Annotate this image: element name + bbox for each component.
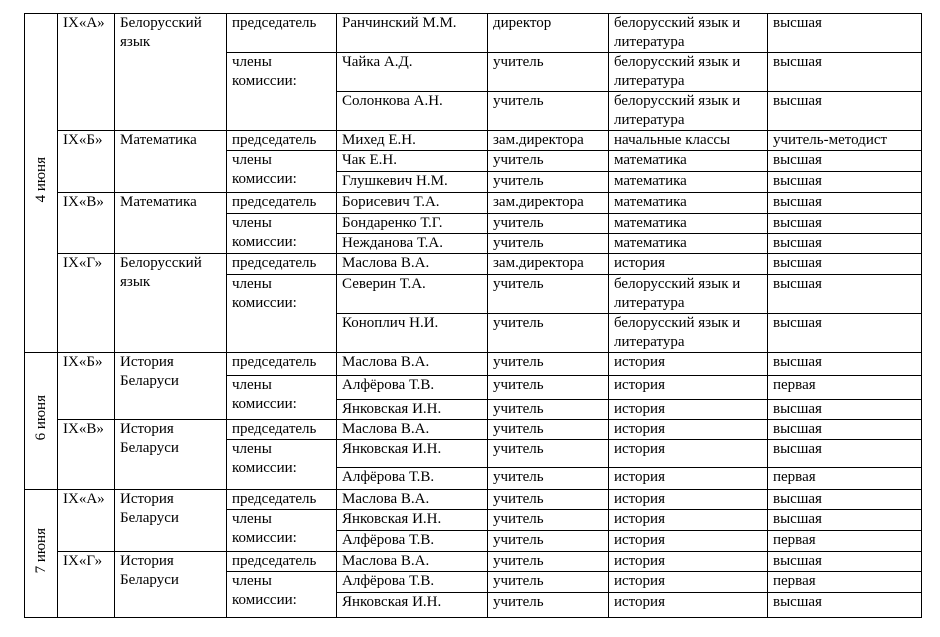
members-label-cell: члены комиссии: <box>227 376 337 420</box>
name-cell: Глушкевич Н.М. <box>337 172 488 193</box>
specialty-cell: белорусский язык и литература <box>609 53 768 92</box>
position-cell: учитель <box>488 214 609 234</box>
specialty-cell: математика <box>609 234 768 254</box>
role-cell: председатель <box>227 14 337 53</box>
subject-cell: История Беларуси <box>115 490 227 552</box>
specialty-cell: математика <box>609 151 768 172</box>
position-cell: учитель <box>488 400 609 420</box>
class-cell: IX«В» <box>58 193 115 254</box>
category-cell: высшая <box>768 151 922 172</box>
specialty-cell: история <box>609 552 768 572</box>
name-cell: Янковская И.Н. <box>337 593 488 618</box>
specialty-cell: история <box>609 531 768 552</box>
name-cell: Маслова В.А. <box>337 420 488 440</box>
specialty-cell: история <box>609 254 768 275</box>
category-cell: высшая <box>768 53 922 92</box>
category-cell: высшая <box>768 440 922 468</box>
category-cell: высшая <box>768 275 922 314</box>
position-cell: учитель <box>488 376 609 400</box>
category-cell: учитель-методист <box>768 131 922 151</box>
category-cell: высшая <box>768 510 922 531</box>
class-cell: IX«А» <box>58 490 115 552</box>
category-cell: первая <box>768 376 922 400</box>
name-cell: Маслова В.А. <box>337 353 488 376</box>
specialty-cell: история <box>609 468 768 490</box>
position-cell: учитель <box>488 593 609 618</box>
role-cell: председатель <box>227 490 337 510</box>
position-cell: учитель <box>488 420 609 440</box>
name-cell: Михед Е.Н. <box>337 131 488 151</box>
class-cell: IX«Г» <box>58 552 115 618</box>
date-cell <box>25 14 58 353</box>
category-cell: высшая <box>768 214 922 234</box>
position-cell: учитель <box>488 552 609 572</box>
name-cell: Северин Т.А. <box>337 275 488 314</box>
name-cell: Маслова В.А. <box>337 254 488 275</box>
name-cell: Нежданова Т.А. <box>337 234 488 254</box>
name-cell: Ранчинский М.М. <box>337 14 488 53</box>
specialty-cell: математика <box>609 193 768 214</box>
name-cell: Чайка А.Д. <box>337 53 488 92</box>
specialty-cell: история <box>609 353 768 376</box>
position-cell: учитель <box>488 275 609 314</box>
class-cell: IX«А» <box>58 14 115 131</box>
specialty-cell: история <box>609 420 768 440</box>
specialty-cell: история <box>609 510 768 531</box>
name-cell: Алфёрова Т.В. <box>337 468 488 490</box>
class-cell: IX«Б» <box>58 353 115 420</box>
members-label-cell: члены комиссии: <box>227 572 337 618</box>
role-cell: председатель <box>227 552 337 572</box>
position-cell: учитель <box>488 151 609 172</box>
members-label-cell: члены комиссии: <box>227 214 337 254</box>
category-cell: высшая <box>768 234 922 254</box>
position-cell: учитель <box>488 510 609 531</box>
name-cell: Янковская И.Н. <box>337 440 488 468</box>
class-cell: IX«В» <box>58 420 115 490</box>
position-cell: учитель <box>488 468 609 490</box>
specialty-cell: история <box>609 400 768 420</box>
category-cell: высшая <box>768 420 922 440</box>
date-label: 4 июня <box>32 157 49 203</box>
specialty-cell: математика <box>609 172 768 193</box>
name-cell: Маслова В.А. <box>337 552 488 572</box>
name-cell: Алфёрова Т.В. <box>337 531 488 552</box>
role-cell: председатель <box>227 353 337 376</box>
category-cell: первая <box>768 531 922 552</box>
category-cell: высшая <box>768 593 922 618</box>
category-cell: высшая <box>768 254 922 275</box>
subject-cell: Математика <box>115 131 227 193</box>
specialty-cell: белорусский язык и литература <box>609 14 768 53</box>
specialty-cell: начальные классы <box>609 131 768 151</box>
position-cell: зам.директора <box>488 193 609 214</box>
category-cell: высшая <box>768 172 922 193</box>
position-cell: зам.директора <box>488 131 609 151</box>
specialty-cell: белорусский язык и литература <box>609 314 768 353</box>
name-cell: Борисевич Т.А. <box>337 193 488 214</box>
category-cell: высшая <box>768 490 922 510</box>
members-label-cell: члены комиссии: <box>227 440 337 490</box>
category-cell: высшая <box>768 353 922 376</box>
category-cell: высшая <box>768 14 922 53</box>
name-cell: Янковская И.Н. <box>337 400 488 420</box>
name-cell: Алфёрова Т.В. <box>337 572 488 593</box>
position-cell: учитель <box>488 572 609 593</box>
category-cell: высшая <box>768 193 922 214</box>
position-cell: учитель <box>488 490 609 510</box>
name-cell: Янковская И.Н. <box>337 510 488 531</box>
position-cell: директор <box>488 14 609 53</box>
category-cell: высшая <box>768 400 922 420</box>
name-cell: Маслова В.А. <box>337 490 488 510</box>
specialty-cell: белорусский язык и литература <box>609 275 768 314</box>
position-cell: учитель <box>488 314 609 353</box>
subject-cell: История Беларуси <box>115 420 227 490</box>
category-cell: высшая <box>768 92 922 131</box>
role-cell: председатель <box>227 193 337 214</box>
subject-cell: Математика <box>115 193 227 254</box>
subject-cell: История Беларуси <box>115 552 227 618</box>
name-cell: Чак Е.Н. <box>337 151 488 172</box>
specialty-cell: история <box>609 593 768 618</box>
members-label-cell: члены комиссии: <box>227 275 337 353</box>
role-cell: председатель <box>227 420 337 440</box>
class-cell: IX«Г» <box>58 254 115 353</box>
position-cell: учитель <box>488 53 609 92</box>
members-label-cell: члены комиссии: <box>227 510 337 552</box>
specialty-cell: история <box>609 572 768 593</box>
subject-cell: История Беларуси <box>115 353 227 420</box>
position-cell: зам.директора <box>488 254 609 275</box>
specialty-cell: математика <box>609 214 768 234</box>
name-cell: Алфёрова Т.В. <box>337 376 488 400</box>
role-cell: председатель <box>227 254 337 275</box>
members-label-cell: члены комиссии: <box>227 151 337 193</box>
specialty-cell: белорусский язык и литература <box>609 92 768 131</box>
category-cell: высшая <box>768 314 922 353</box>
date-cell <box>25 490 58 618</box>
date-label: 6 июня <box>32 395 49 441</box>
name-cell: Солонкова А.Н. <box>337 92 488 131</box>
subject-cell: Белорусский язык <box>115 14 227 131</box>
position-cell: учитель <box>488 353 609 376</box>
date-label: 7 июня <box>32 527 49 574</box>
position-cell: учитель <box>488 92 609 131</box>
position-cell: учитель <box>488 531 609 552</box>
role-cell: председатель <box>227 131 337 151</box>
exam-commission-table <box>24 13 922 618</box>
category-cell: первая <box>768 572 922 593</box>
specialty-cell: история <box>609 440 768 468</box>
category-cell: первая <box>768 468 922 490</box>
category-cell: высшая <box>768 552 922 572</box>
position-cell: учитель <box>488 172 609 193</box>
subject-cell: Белорусский язык <box>115 254 227 353</box>
name-cell: Коноплич Н.И. <box>337 314 488 353</box>
position-cell: учитель <box>488 440 609 468</box>
name-cell: Бондаренко Т.Г. <box>337 214 488 234</box>
members-label-cell: члены комиссии: <box>227 53 337 131</box>
position-cell: учитель <box>488 234 609 254</box>
specialty-cell: история <box>609 490 768 510</box>
date-cell <box>25 353 58 490</box>
specialty-cell: история <box>609 376 768 400</box>
class-cell: IX«Б» <box>58 131 115 193</box>
